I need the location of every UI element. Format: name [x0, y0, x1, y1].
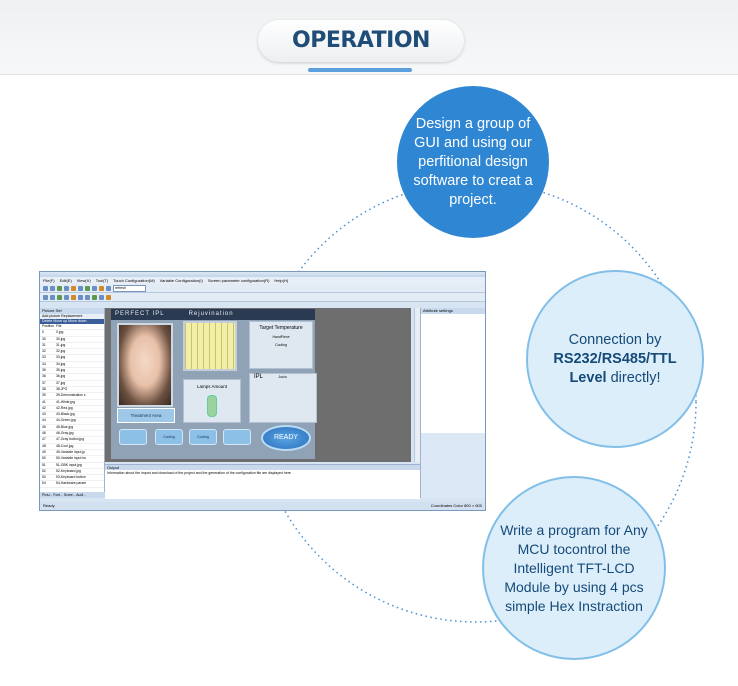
build-icon[interactable] [85, 286, 90, 291]
app-menubar [40, 277, 485, 284]
picture-position: 37 [42, 380, 46, 385]
ipl-header [111, 309, 315, 320]
joule-label: Jou/s [278, 375, 287, 379]
picture-set-actions-1[interactable]: Add picture Replacement [40, 314, 104, 319]
picture-file: 51-GBK input.jpg [56, 462, 82, 467]
menu-item[interactable]: Screen parameter configuration(R) [207, 278, 270, 283]
slider-icon[interactable] [99, 295, 104, 300]
text-icon[interactable] [85, 295, 90, 300]
treatment-area-button[interactable]: Treatment Area [117, 408, 175, 423]
design-canvas[interactable] [105, 308, 411, 462]
picture-position: 53 [42, 475, 46, 480]
new-icon[interactable] [43, 286, 48, 291]
picture-position: 49 [42, 449, 46, 454]
software-screenshot [39, 271, 486, 511]
picture-position: 48 [42, 443, 46, 448]
picture-position: 41 [42, 399, 46, 404]
ipl-brand: PERFECT IPL [115, 311, 165, 317]
picture-position: 47 [42, 437, 46, 442]
program-text: Write a program for Any MCU tocontrol the Intelligent TFT-LCD Module by using 4 pcs simple Hex Instraction [500, 521, 648, 614]
picture-file: 47-Gray button.jpg [56, 437, 85, 442]
picture-position: 46 [42, 431, 46, 436]
connection-pre: Connection by [568, 331, 662, 348]
download-icon[interactable] [92, 286, 97, 291]
picture-position: 43 [42, 412, 46, 417]
menu-item[interactable]: Tool(T) [95, 278, 109, 283]
picture-position: 30 [42, 336, 46, 341]
lamp-gauge [207, 395, 217, 417]
copy-icon[interactable] [71, 286, 76, 291]
align-top-icon[interactable] [57, 295, 62, 300]
picture-file: 0.jpg [56, 330, 64, 335]
col-position: Position [42, 324, 55, 328]
picture-file: 46-Gray.jpg [56, 431, 74, 436]
picture-file: 31.jpg [56, 342, 66, 347]
zoom-icon[interactable] [106, 286, 111, 291]
attribute-panel [420, 308, 486, 498]
button-icon[interactable] [92, 295, 97, 300]
picture-position: 52 [42, 468, 46, 473]
status-bar [40, 502, 485, 510]
cool-button-2[interactable]: Cooling [155, 429, 183, 445]
picture-position: 42 [42, 405, 46, 410]
ipl-energy-box [249, 373, 317, 423]
lamps-label: Lamps Amount [196, 384, 228, 389]
picture-file: 48-Cool.jpg [56, 443, 74, 448]
connection-post: directly! [606, 369, 661, 386]
picture-position: 31 [42, 342, 46, 347]
picture-position: 34 [42, 361, 46, 366]
design-text: Design a group of GUI and using our perfitional design software to creat a project. [413, 115, 533, 208]
attribute-title: Attribute settings [421, 308, 486, 314]
grid-display [183, 321, 237, 371]
picture-file: 49-Variable input.jp [56, 449, 85, 454]
picture-file: 30.jpg [56, 336, 66, 341]
panel-tabs[interactable]: Pictu... Font... Scree... Audi... [40, 492, 106, 498]
touch-icon[interactable] [71, 295, 76, 300]
align-left-icon[interactable] [43, 295, 48, 300]
grid-icon[interactable] [99, 286, 104, 291]
picture-position: 32 [42, 349, 46, 354]
picture-position: 51 [42, 462, 46, 467]
picture-file: 52-Keyboard.jpg [56, 468, 81, 473]
ipl-screen-preview [111, 309, 315, 459]
menu-item[interactable]: View(V) [76, 278, 91, 283]
attribute-blank [421, 433, 486, 498]
align-right-icon[interactable] [50, 295, 55, 300]
picture-row[interactable] [40, 481, 104, 487]
lamps-amount-box [183, 379, 241, 423]
menu-item[interactable]: File(F) [43, 278, 55, 283]
keyboard-icon[interactable] [106, 295, 111, 300]
picture-position: 35 [42, 368, 46, 373]
ipl-mode: Rejuvination [188, 311, 234, 317]
picture-position: 0 [42, 330, 44, 335]
picture-file: 45-Blue.jpg [56, 424, 74, 429]
refresh-combo[interactable]: refresh [113, 285, 146, 292]
save-icon[interactable] [57, 286, 62, 291]
paste-icon[interactable] [78, 286, 83, 291]
picture-file: 35.jpg [56, 368, 66, 373]
design-bubble [397, 86, 549, 238]
ready-button[interactable]: READY [261, 425, 311, 451]
picture-position: 45 [42, 424, 46, 429]
connection-text [528, 331, 702, 388]
variable-icon[interactable] [78, 295, 83, 300]
cut-icon[interactable] [64, 286, 69, 291]
picture-position: 38 [42, 386, 46, 391]
picture-file: 32.jpg [56, 349, 66, 354]
picture-file: 36.jpg [56, 374, 66, 379]
handpiece-label: HandPiece [272, 335, 290, 339]
picture-file: 43-Black.jpg [56, 412, 75, 417]
picture-position: 39 [42, 393, 46, 398]
picture-list [40, 330, 104, 487]
app-toolbar-1 [40, 284, 485, 293]
picture-file: 39-Demonstration c [56, 393, 86, 398]
picture-file: 50-Variable input bu [56, 456, 87, 461]
page-title: OPERATION [258, 20, 464, 62]
picture-file: 53-Keyboard button [56, 475, 86, 480]
menu-item[interactable]: Edit(E) [59, 278, 72, 283]
picture-file: 37.jpg [56, 380, 66, 385]
ipl-label: IPL [254, 374, 263, 380]
face-image [117, 323, 173, 407]
connection-bubble [526, 270, 704, 448]
picture-file: 44-Green.jpg [56, 418, 76, 423]
picture-file: 34.jpg [56, 361, 66, 366]
cooling-label: Cooling [275, 343, 287, 347]
picture-set-title: Picture Set [40, 308, 104, 314]
cool-button-3[interactable]: Cooling [189, 429, 217, 445]
output-text: Information about the import and download of the project and the generation of the configuration file are displayed here [107, 471, 291, 475]
align-bottom-icon[interactable] [64, 295, 69, 300]
menu-item[interactable]: Variable Configuration(I) [159, 278, 203, 283]
picture-position: 36 [42, 374, 46, 379]
picture-position: 54 [42, 481, 46, 486]
open-icon[interactable] [50, 286, 55, 291]
app-toolbar-2 [40, 293, 485, 302]
cool-button-1[interactable] [119, 429, 147, 445]
output-title: Output [105, 465, 420, 470]
target-temperature-box [249, 321, 313, 369]
status-left: Ready [43, 503, 55, 508]
picture-file: 33.jpg [56, 355, 66, 360]
picture-set-actions-2[interactable]: Delete Move up Move down [40, 319, 104, 324]
menu-item[interactable]: Help(H) [274, 278, 289, 283]
output-panel [105, 464, 420, 499]
picture-file: 41-White.jpg [56, 399, 76, 404]
program-bubble [482, 476, 666, 660]
picture-file: 54-Hardware param [56, 481, 87, 486]
col-file: File [56, 324, 62, 328]
picture-position: 50 [42, 456, 46, 461]
picture-set-panel [40, 308, 105, 498]
picture-file: 42-Red.jpg [56, 405, 73, 410]
connection-bold: RS232/RS485/TTL Level [553, 350, 677, 386]
cool-button-4[interactable] [223, 429, 251, 445]
status-right: Coordinates Color 800 × 600 [430, 503, 482, 508]
picture-position: 44 [42, 418, 46, 423]
picture-file: 38.JPG [56, 386, 68, 391]
target-temp-label: Target Temperature [259, 325, 303, 331]
menu-item[interactable]: Touch Configuration(M) [113, 278, 155, 283]
picture-position: 33 [42, 355, 46, 360]
